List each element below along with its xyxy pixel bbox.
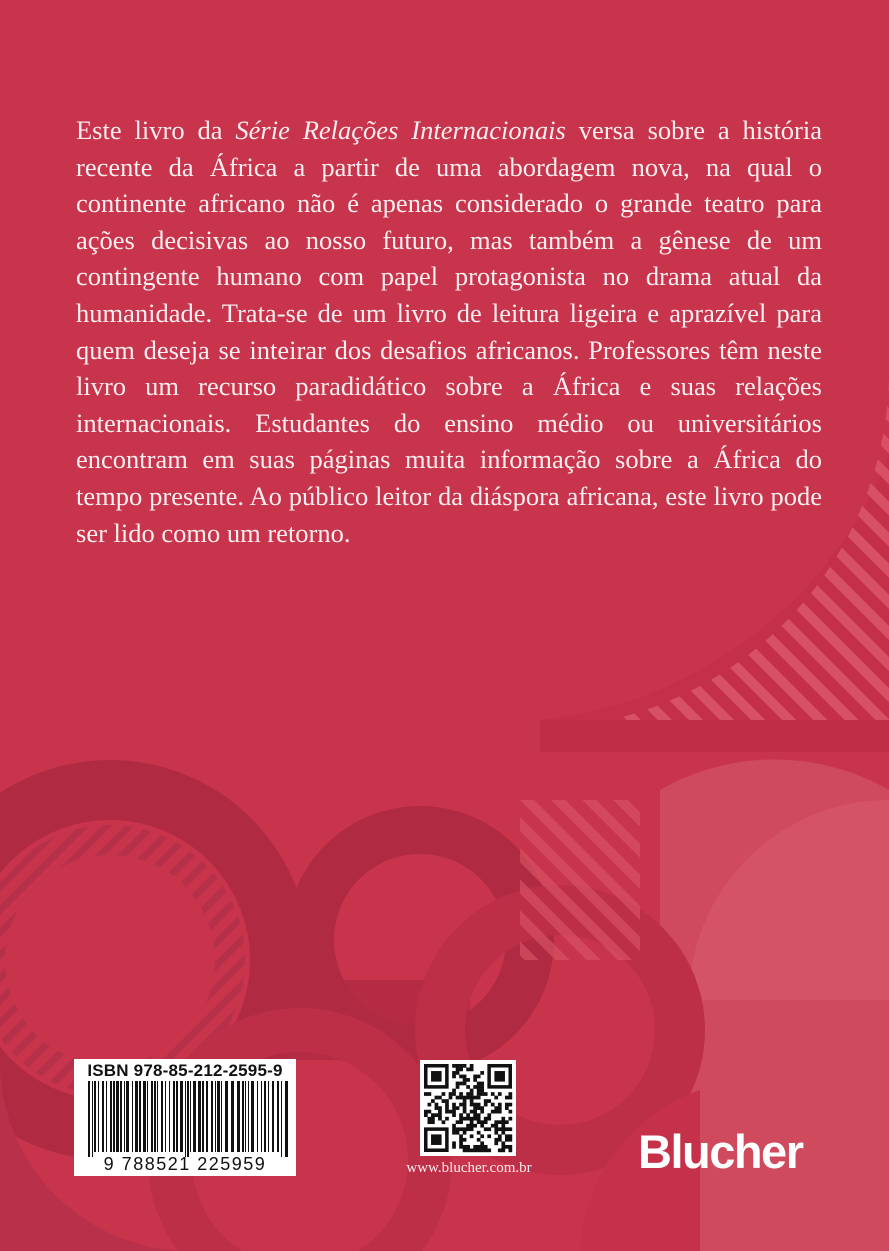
- publisher-logo: Blucher: [638, 1125, 803, 1178]
- qr-code-icon: [420, 1060, 516, 1156]
- blurb-text-rest: versa sobre a história recente da África a partir de uma abordagem nova, na qual o continente africano não é apenas considerado o grande teatro para ações decisivas ao nosso futuro, mas também a gênese de um contingente humano com papel protagonista no drama atual da humanidade. Trata-se de um livro de leitura ligeira e aprazível para quem deseja se inteirar dos desafios africanos. Professores têm neste livro um recurso paradidático sobre a África e suas relações internacionais. Estudantes do ensino médio ou universitários encontram em suas páginas muita informação sobre a África do tempo presente. Ao público leitor da diáspora africana, este livro pode ser lido como um retorno.: [76, 115, 823, 548]
- barcode-digits: 9 788521 225959: [103, 1154, 267, 1174]
- back-cover-blurb: [76, 112, 822, 551]
- series-title: Série Relações Internacionais: [235, 115, 566, 145]
- publisher-website: www.blucher.com.br: [406, 1160, 532, 1176]
- isbn-barcode: [74, 1059, 296, 1176]
- isbn-label: ISBN 978-85-212-2595-9: [87, 1061, 283, 1080]
- blurb-text-start: Este livro da: [76, 115, 236, 145]
